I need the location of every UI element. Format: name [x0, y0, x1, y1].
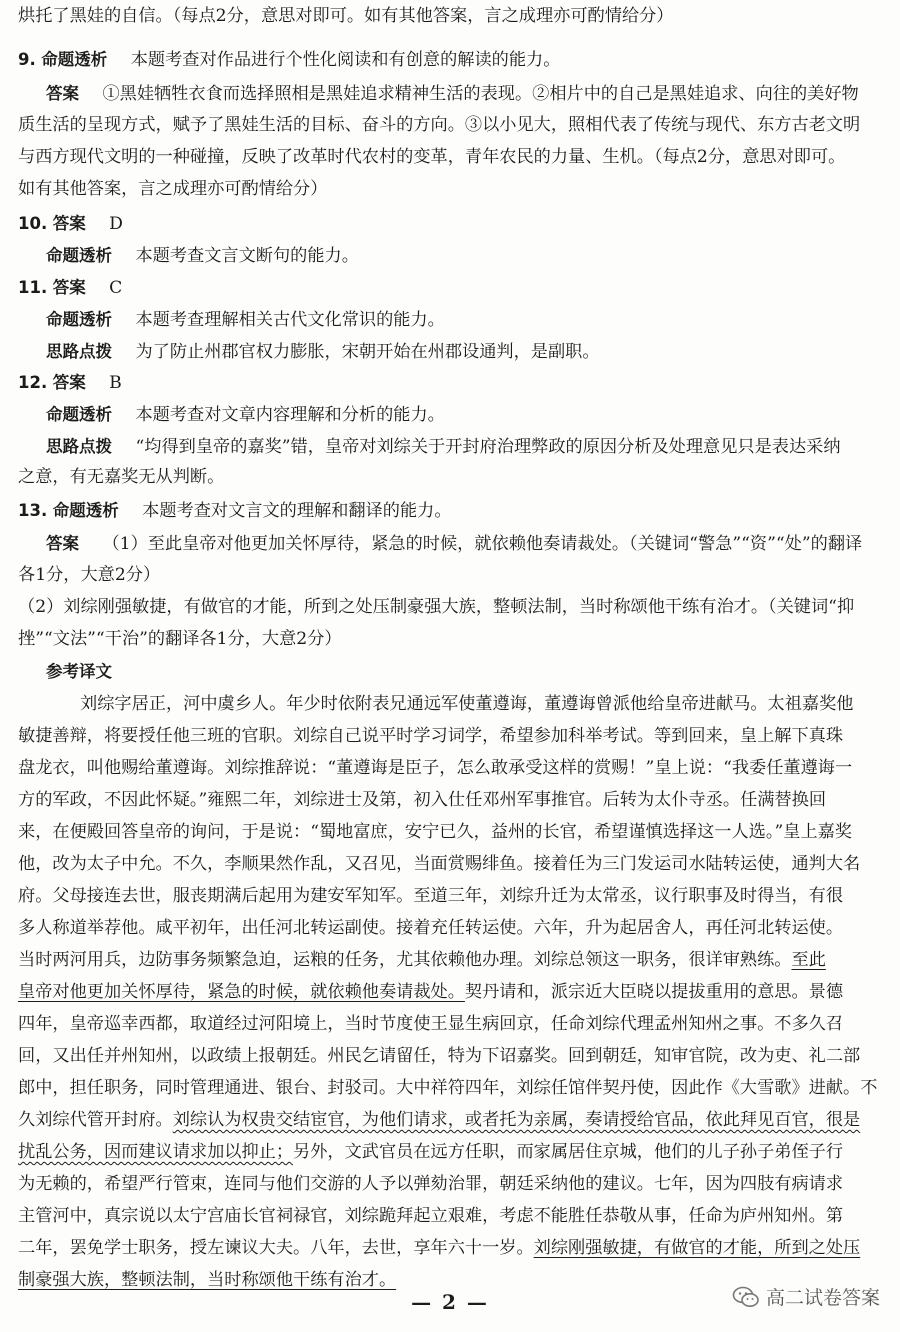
translation-line: 来，在便殿回答皇帝的询问，于是说：“蜀地富庶，安宁已久，益州的长官，希望谨慎选择这一人选。”皇上嘉奖	[18, 822, 852, 842]
q9-number: 9.	[18, 50, 36, 69]
q11-analysis-text: 本题考查理解相关古代文化常识的能力。	[135, 310, 445, 330]
q9-answer-text-1: ①黑娃牺牲衣食而选择照相是黑娃追求精神生活的表现。②相片中的自己是黑娃追求、向往的美好物	[102, 84, 859, 104]
wechat-icon	[732, 1285, 760, 1309]
q11-answer-tag: 答案	[52, 278, 86, 297]
q11-tip-text: 为了防止州郡官权力膨胀，宋朝开始在州郡设通判，是副职。	[135, 342, 600, 362]
translation-line: 四年，皇帝巡幸西都，取道经过河阳境上，当时节度使王显生病回京，任命刘综代理孟州知州之事。不多久召	[18, 1014, 844, 1034]
carryover-line: 烘托了黑娃的自信。（每点2分，意思对即可。如有其他答案，言之成理亦可酌情给分）	[18, 6, 674, 26]
q12-answer-value: B	[109, 373, 122, 393]
wavy-underlined-phrase: 刘综认为权贵交结宦官，为他们请求，或者托为亲属，奏请授给官品，依此拜见百官，很是	[172, 1110, 861, 1130]
translation-line: 为无赖的，希望严行管束，连同与他们交游的人予以弹劾治罪，朝廷采纳他的建议。七年，因为四肢有病请求	[18, 1174, 844, 1194]
q11-answer-value: C	[109, 278, 123, 298]
q13-answer-tag: 答案	[46, 534, 79, 553]
q13-analysis-tag: 命题透析	[52, 501, 119, 520]
translation-text: 二年，罢免学士职务，授左谏议大夫。八年，去世，享年六十一岁。	[18, 1238, 534, 1258]
translation-line: 多人称道举荐他。咸平初年，出任河北转运副使。接着充任转运使。六年，升为起居舍人，再任河北转运使。	[18, 918, 844, 938]
q12-tip-text-1: “均得到皇帝的嘉奖”错，皇帝对刘综关于开封府治理弊政的原因分析及处理意见只是表达采纳	[135, 437, 841, 457]
watermark-text: 高二试卷答案	[765, 1287, 880, 1309]
q10-analysis	[46, 241, 886, 271]
q13-analysis-text: 本题考查对文言文的理解和翻译的能力。	[142, 501, 452, 521]
q13-answer-2-line-2: 挫”“文法”“干治”的翻译各1分，大意2分）	[18, 629, 342, 649]
translation-text: 久刘综代管开封府。	[18, 1110, 173, 1130]
q12-answer-tag: 答案	[52, 373, 86, 392]
translation-line: 郎中，担任职务，同时管理通进、银台、封驳司。大中祥符四年，刘综任馆伴契丹使，因此作《大雪歌》进献。不	[18, 1078, 878, 1098]
reference-translation-title: 参考译文	[46, 662, 112, 681]
watermark	[732, 1283, 880, 1310]
q13-answer-2-line-1: （2）刘综刚强敏捷，有做官的才能，所到之处压制豪强大族，整顿法制，当时称颂他干练有治才。（关键词“抑	[18, 597, 855, 617]
underlined-phrase: 至此	[791, 950, 826, 970]
translation-text: 当时两河用兵，边防事务频繁急迫，运粮的任务，尤其依赖他办理。刘综总领这一职务，很详审熟练。	[18, 950, 792, 970]
q11-tip	[46, 337, 886, 367]
q9-analysis-text: 本题考查对作品进行个性化阅读和有创意的解读的能力。	[130, 50, 561, 70]
q9-analysis-tag: 命题透析	[41, 50, 108, 69]
q13-answer-1-text: （1）至此皇帝对他更加关怀厚待，紧急的时候，就依赖他奏请裁处。（关键词“警急”“资”“处”的翻译	[102, 534, 863, 554]
q12-tip-tag: 思路点拨	[46, 437, 112, 456]
translation-line	[18, 946, 886, 975]
q13-number: 13.	[18, 501, 48, 520]
q9-answer-line-2: 质生活的呈现方式，赋予了黑娃生活的目标、奋斗的方向。③以小见大，照相代表了传统与现代、东方古老文明	[18, 115, 861, 135]
q13-answer-1-line-2: 各1分，大意2分）	[18, 565, 161, 585]
translation-line: 他，改为太子中允。不久，李顺果然作乱，又召见，当面赏赐绯鱼。接着任为三门发运司水陆转运使，通判大名	[18, 854, 861, 874]
q9-answer-line-3: 与西方现代文明的一种碰撞，反映了改革时代农村的变革，青年农民的力量、生机。（每点2分，意思对即可。	[18, 147, 846, 167]
q12-analysis	[46, 400, 886, 430]
translation-line: 主管河中，真宗说以太宁宫庙长官祠禄官，刘综跪拜起立艰难，考虑不能胜任恭敬从事，任命为庐州知州。第	[18, 1206, 844, 1226]
underlined-phrase: 制豪强大族，整顿法制，当时称颂他干练有治才。	[18, 1270, 397, 1290]
q12-analysis-text: 本题考查对文章内容理解和分析的能力。	[135, 405, 445, 425]
translation-line: 刘综字居正，河中虞乡人。年少时依附表兄通远军使董遵诲，董遵诲曾派他给皇帝进献马。太祖嘉奖他	[80, 694, 854, 714]
translation-text: 另外，文武官员在远方任职，而家属居住京城，他们的儿子孙子弟侄子行	[293, 1142, 844, 1162]
q10-analysis-tag: 命题透析	[46, 246, 112, 265]
q9-answer-tag: 答案	[46, 84, 79, 103]
q11-answer	[18, 273, 886, 303]
q11-tip-tag: 思路点拨	[46, 342, 112, 361]
underlined-phrase: 皇帝对他更加关怀厚待，紧急的时候，就依赖他奏请裁处。	[18, 982, 465, 1002]
q12-tip-line-2: 之意，有无嘉奖无从判断。	[18, 467, 225, 487]
q10-answer	[18, 209, 886, 239]
wavy-underlined-phrase: 扰乱公务，因而建议请求加以抑止；	[18, 1142, 294, 1162]
q12-tip-line-1	[46, 432, 886, 462]
translation-text: 契丹请和，派宗近大臣晓以提拔重用的意思。景德	[464, 982, 844, 1002]
q9-answer-line-1	[46, 79, 886, 109]
q12-number: 12.	[18, 373, 48, 392]
q9-analysis	[18, 45, 886, 75]
translation-line	[18, 1138, 886, 1167]
translation-line: 方的军政，不因此怀疑。”雍熙二年，刘综进士及第，初入仕任邓州军事推官。后转为太仆寺丞。任满替换回	[18, 790, 827, 810]
translation-line: 盘龙衣，叫他赐给董遵诲。刘综推辞说：“董遵诲是臣子，怎么敢承受这样的赏赐！”皇上说：“我委任董遵诲一	[18, 758, 853, 778]
q11-number: 11.	[18, 278, 48, 297]
q10-analysis-text: 本题考查文言文断句的能力。	[135, 246, 359, 266]
translation-line: 回，又出任并州知州，以政绩上报朝廷。州民乞请留任，特为下诏嘉奖。回到朝廷，知审官院，改为吏、礼二部	[18, 1046, 861, 1066]
q11-analysis-tag: 命题透析	[46, 310, 112, 329]
q9-answer-line-4: 如有其他答案，言之成理亦可酌情给分）	[18, 179, 328, 199]
translation-line	[18, 978, 886, 1007]
q13-analysis	[18, 496, 886, 526]
q10-answer-value: D	[109, 214, 123, 234]
q11-analysis	[46, 305, 886, 335]
q10-answer-tag: 答案	[52, 214, 86, 233]
translation-line: 府。父母接连去世，服丧期满后起用为建安军知军。至道三年，刘综升迁为太常丞，议行职事及时得当，有很	[18, 886, 844, 906]
q10-number: 10.	[18, 214, 48, 233]
translation-line	[18, 1106, 886, 1135]
q12-answer	[18, 368, 886, 398]
underlined-phrase: 刘综刚强敏捷，有做官的才能，所到之处压	[533, 1238, 861, 1258]
translation-line	[18, 1234, 886, 1263]
q13-answer-1-line-1	[46, 529, 886, 559]
translation-line: 敏捷善辩，将要授任他三班的官职。刘综自己说平时学习词学，希望参加科举考试。等到回来，皇上解下真珠	[18, 726, 844, 746]
page-number: — 2 —	[411, 1290, 489, 1314]
q12-analysis-tag: 命题透析	[46, 405, 112, 424]
